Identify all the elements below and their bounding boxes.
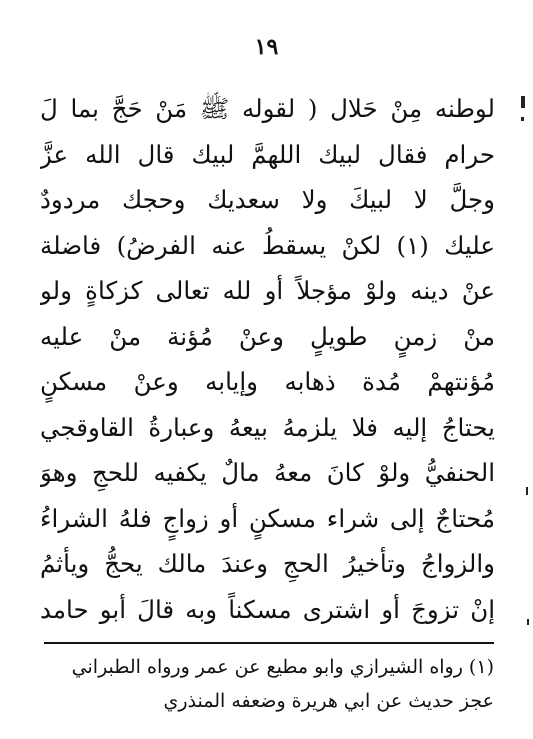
text-line: يحتاجُ إليه فلا يلزمهُ بيعهُ وعبارةُ القاوقجي <box>40 412 495 442</box>
margin-mark <box>526 487 528 495</box>
text-line: عنْ دينه ولوْ مؤجلاً أو لله تعالى كزكاةٍ ولو <box>40 276 495 305</box>
text-line: وجلَّ لا لبيكَ ولا سعديك وحجك مردودٌ <box>40 185 495 214</box>
text-line: إنْ تزوجَ أو اشترى مسكناً وبه قالَ أبو حامد <box>40 594 495 624</box>
footnote-separator <box>44 642 494 644</box>
text-line: والزواجُ وتأخيرُ الحجِ وعندَ مالك يحجُّ ويأثمُ <box>40 549 495 578</box>
footnote-line: (١) رواه الشيرازي وابو مطيع عن عمر ورواه الطبراني <box>71 656 494 678</box>
footnotes <box>44 650 494 718</box>
text-line: منْ زمنٍ طويلٍ وعنْ مُؤنة منْ عليه <box>40 321 495 351</box>
text-line: مُؤنتهمْ مُدة ذهابه وإيابه وعنْ مسكنٍ <box>40 367 495 396</box>
margin-mark <box>521 117 524 121</box>
margin-mark <box>521 96 525 108</box>
margin-mark <box>527 619 529 625</box>
page-number: ١٩ <box>254 34 279 60</box>
text-line: الحنفيُّ ولوْ كانَ معهُ مالٌ يكفيه للحجِ وهوَ <box>40 458 495 487</box>
text-line: لوطنه مِنْ حَلال ( لقوله ﷺ مَنْ حَجَّ بما لَ <box>40 94 495 123</box>
text-line: حرام فقال لبيك اللهمَّ لبيك قال الله عزَّ <box>40 139 495 169</box>
footnote-line: عجز حديث عن ابي هريرة وضعفه المنذري <box>163 690 494 712</box>
text-line: مُحتاجٌ إلى شراء مسكنٍ أو زواجٍ فلهُ الشراءُ <box>40 503 495 533</box>
main-text <box>40 86 495 632</box>
text-line: عليك (١) لكنْ يسقطُ عنه الفرضُ) فاضلة <box>40 230 495 260</box>
